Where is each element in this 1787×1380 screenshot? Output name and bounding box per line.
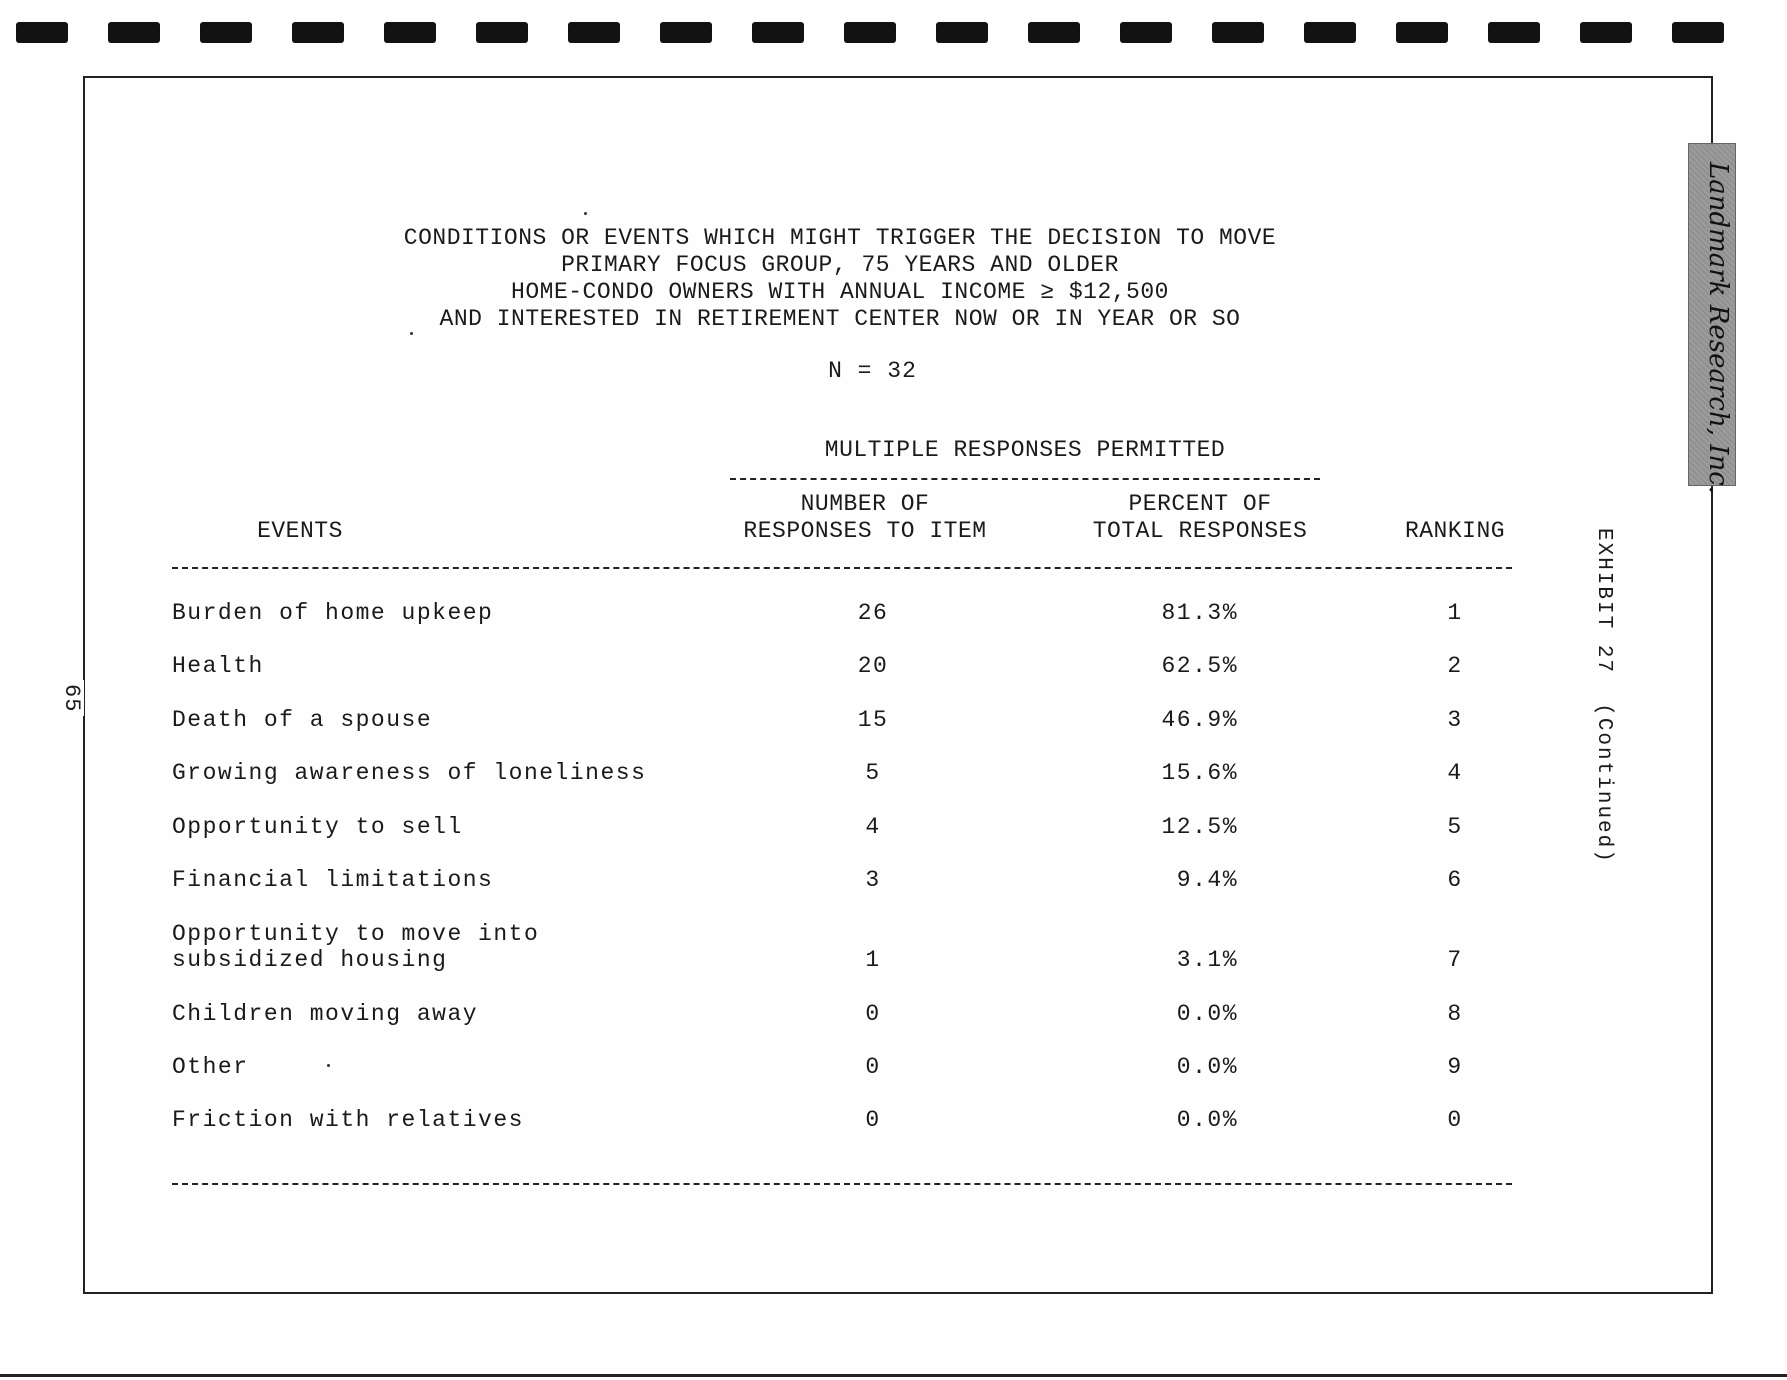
exhibit-label: EXHIBIT 27 (Continued): [1592, 528, 1615, 864]
event-label: Health: [172, 653, 264, 679]
sample-size: N = 32: [828, 358, 917, 384]
response-percent: 9.4%: [1176, 867, 1238, 893]
table-row: [0, 867, 1787, 915]
perforation-hole: [108, 22, 160, 43]
perforation-hole: [1212, 22, 1264, 43]
rank-value: 7: [1447, 947, 1463, 973]
perforation-hole: [1304, 22, 1356, 43]
rank-value: 2: [1447, 653, 1463, 679]
bottom-edge-rule: [0, 1374, 1787, 1377]
response-count: 0: [865, 1001, 881, 1027]
rank-value: 5: [1447, 814, 1463, 840]
table-title: [200, 225, 1480, 333]
perforation-hole: [660, 22, 712, 43]
perforation-hole: [936, 22, 988, 43]
response-percent: 12.5%: [1161, 814, 1238, 840]
event-label: Other: [172, 1054, 249, 1080]
event-label: Friction with relatives: [172, 1107, 524, 1133]
response-percent: 0.0%: [1176, 1001, 1238, 1027]
header-rule: [172, 567, 1512, 569]
rank-value: 6: [1447, 867, 1463, 893]
perforation-hole: [568, 22, 620, 43]
response-percent: 0.0%: [1176, 1107, 1238, 1133]
perforation-hole: [1396, 22, 1448, 43]
response-percent: 62.5%: [1161, 653, 1238, 679]
response-count: 3: [865, 867, 881, 893]
response-percent: 3.1%: [1176, 947, 1238, 973]
table-row: [0, 653, 1787, 701]
column-header-ranking: RANKING: [1404, 518, 1506, 544]
title-line: AND INTERESTED IN RETIREMENT CENTER NOW OR IN YEAR OR SO: [439, 306, 1241, 332]
page-number: 65: [59, 680, 84, 716]
rank-value: 1: [1447, 600, 1463, 626]
table-row: [0, 814, 1787, 862]
column-header-events: EVENTS: [257, 518, 343, 544]
scan-speck: [584, 212, 587, 215]
perforation-hole: [476, 22, 528, 43]
perforation-strip: [16, 22, 1761, 43]
event-label: Growing awareness of loneliness: [172, 760, 647, 786]
perforation-hole: [752, 22, 804, 43]
perforation-hole: [1580, 22, 1632, 43]
perforation-hole: [16, 22, 68, 43]
perforation-hole: [384, 22, 436, 43]
footer-rule: [172, 1183, 1512, 1185]
scan-speck: [410, 332, 413, 335]
event-label: Opportunity to move into subsidized housing: [172, 921, 540, 973]
response-count: 20: [857, 653, 889, 679]
response-count: 1: [865, 947, 881, 973]
perforation-hole: [292, 22, 344, 43]
table-row: [0, 1107, 1787, 1155]
scan-speck: [327, 1064, 330, 1067]
response-count: 26: [857, 600, 889, 626]
company-logo: [1688, 143, 1736, 495]
group-header-rule: [730, 478, 1320, 480]
rank-value: 9: [1447, 1054, 1463, 1080]
perforation-hole: [1488, 22, 1540, 43]
perforation-hole: [1120, 22, 1172, 43]
title-line: HOME-CONDO OWNERS WITH ANNUAL INCOME ≥ $12,500: [511, 279, 1169, 305]
response-percent: 81.3%: [1161, 600, 1238, 626]
event-label: Burden of home upkeep: [172, 600, 494, 626]
response-count: 15: [857, 707, 889, 733]
response-percent: 0.0%: [1176, 1054, 1238, 1080]
response-percent: 46.9%: [1161, 707, 1238, 733]
title-line: CONDITIONS OR EVENTS WHICH MIGHT TRIGGER THE DECISION TO MOVE: [403, 225, 1277, 251]
perforation-hole: [1028, 22, 1080, 43]
logo-text: Landmark Research, Inc.: [1703, 162, 1733, 495]
event-label: Financial limitations: [172, 867, 494, 893]
rank-value: 4: [1447, 760, 1463, 786]
table-row: [0, 1001, 1787, 1049]
response-count: 5: [865, 760, 881, 786]
table-row: [0, 600, 1787, 648]
column-header-count: NUMBER OF RESPONSES TO ITEM: [743, 491, 987, 544]
perforation-hole: [200, 22, 252, 43]
table-row: [0, 921, 1787, 973]
event-label: Death of a spouse: [172, 707, 433, 733]
table-row: [0, 1054, 1787, 1102]
event-label: Opportunity to sell: [172, 814, 463, 840]
event-label: Children moving away: [172, 1001, 479, 1027]
table-row: [0, 707, 1787, 755]
title-line: PRIMARY FOCUS GROUP, 75 YEARS AND OLDER: [561, 252, 1119, 278]
group-header: MULTIPLE RESPONSES PERMITTED: [824, 437, 1226, 463]
perforation-hole: [844, 22, 896, 43]
response-percent: 15.6%: [1161, 760, 1238, 786]
response-count: 0: [865, 1054, 881, 1080]
rank-value: 8: [1447, 1001, 1463, 1027]
column-header-percent: PERCENT OF TOTAL RESPONSES: [1092, 491, 1308, 544]
perforation-hole: [1672, 22, 1724, 43]
rank-value: 0: [1447, 1107, 1463, 1133]
response-count: 0: [865, 1107, 881, 1133]
table-row: [0, 760, 1787, 808]
response-count: 4: [865, 814, 881, 840]
rank-value: 3: [1447, 707, 1463, 733]
